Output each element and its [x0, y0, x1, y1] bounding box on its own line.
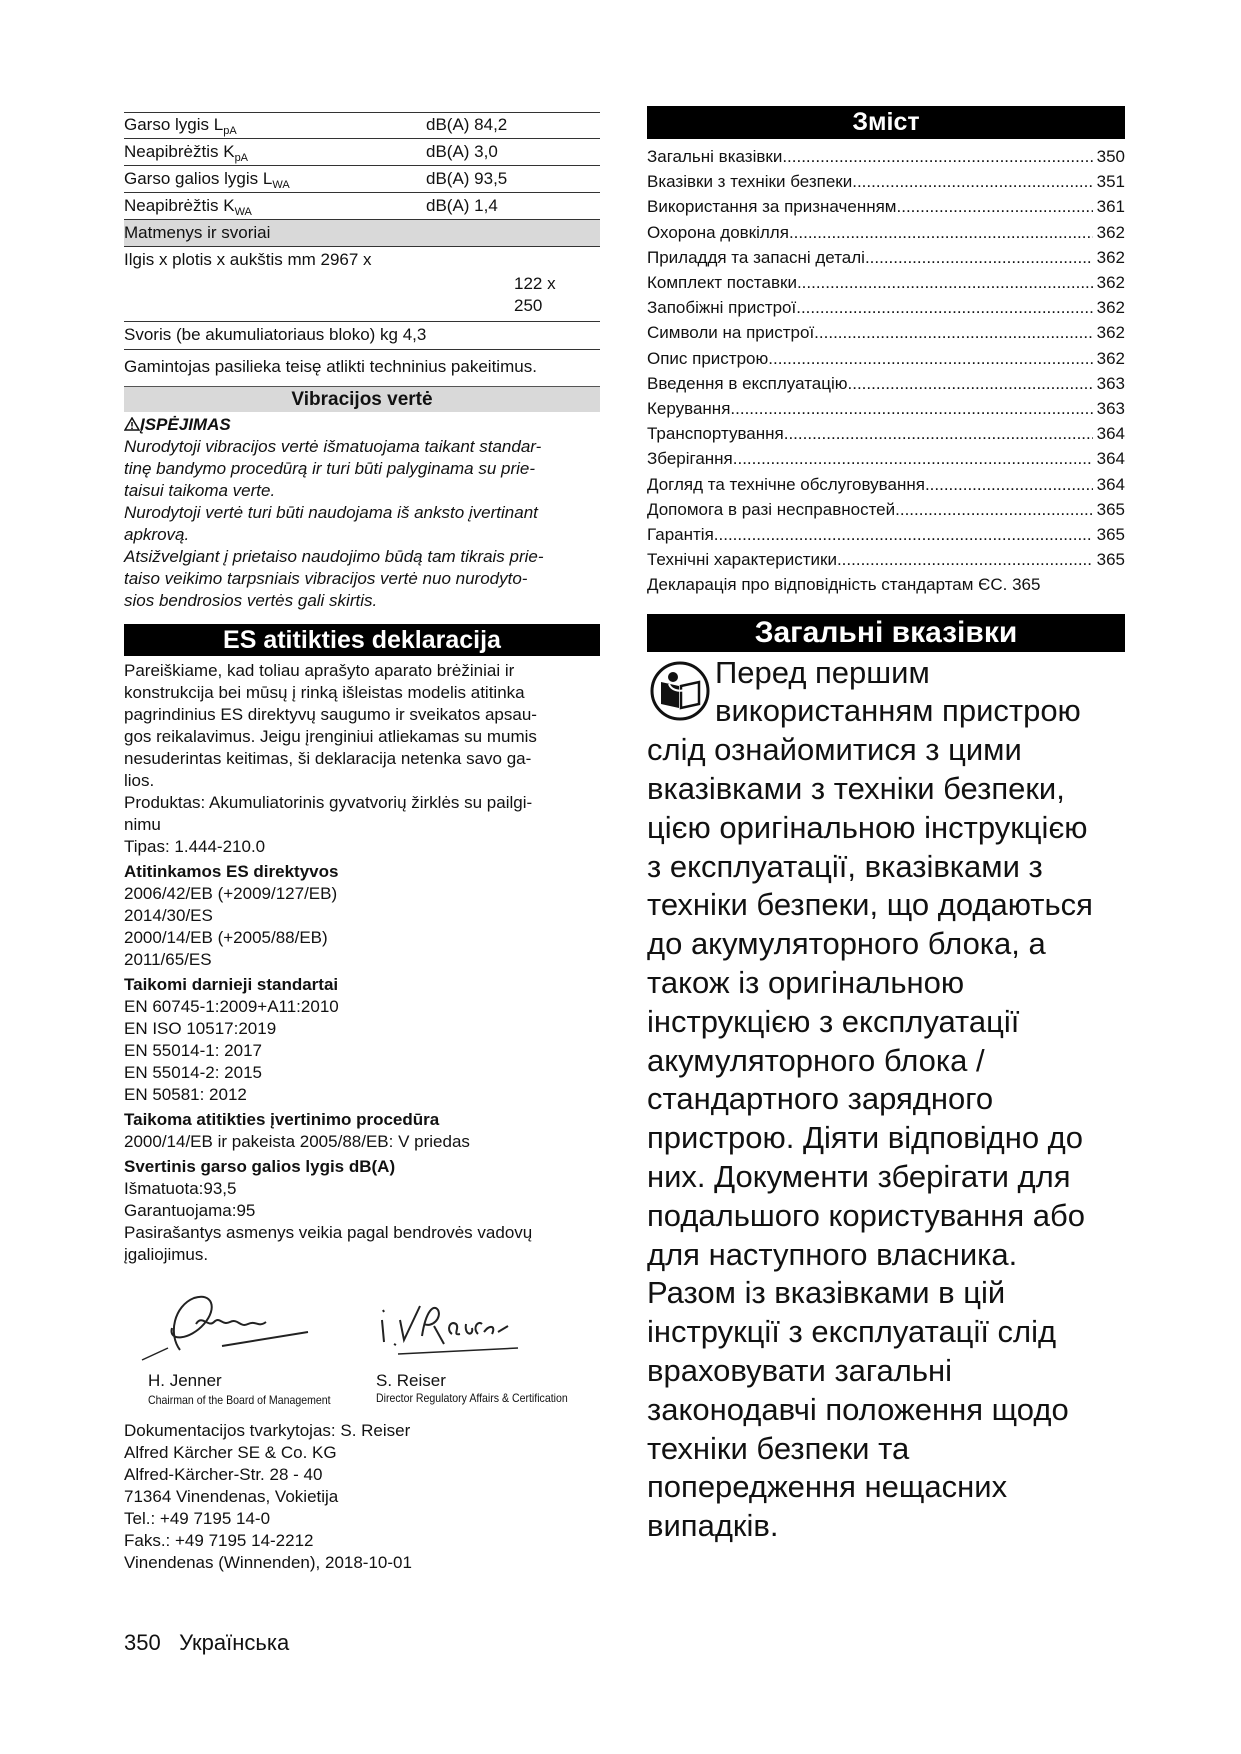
general-text — [647, 654, 1125, 1546]
dimensions-label: Ilgis x plotis x aukštis mm 2967 x — [124, 250, 372, 269]
directives-title: Atitinkamos ES direktyvos — [124, 862, 339, 881]
vibration-line: Atsižvelgiant į prietaiso naudojimo būdą tam tikrais prie- — [124, 547, 544, 566]
page-footer — [124, 1630, 289, 1656]
page-number: 350 — [124, 1630, 161, 1655]
general-line: вказівками з техніки безпеки, — [647, 771, 1065, 807]
general-intro-line: використанням пристрою — [715, 693, 1081, 729]
vibration-text — [124, 436, 600, 612]
general-line: інструкцією з експлуатації — [647, 1003, 1020, 1039]
general-line: законодавчі положення щодо — [647, 1391, 1069, 1427]
standard-item: EN 60745-1:2009+A11:2010 — [124, 997, 339, 1016]
toc-item[interactable]: Гарантія ..... 365 — [647, 522, 1125, 547]
product-line: Produktas: Akumuliatorinis gyvatvorių žirklės su pailgi- — [124, 793, 533, 812]
spec-value: dB(A) 93,5 — [426, 169, 508, 188]
product-type: Tipas: 1.444-210.0 — [124, 837, 266, 856]
spec-sub: pA — [234, 152, 249, 164]
general-line: акумуляторного блока / — [647, 1042, 985, 1078]
standard-item: EN 55014-1: 2017 — [124, 1041, 262, 1060]
product-line: nimu — [124, 815, 161, 834]
warning-label: ĮSPĖJIMAS — [140, 415, 231, 434]
toc-item[interactable]: Опис пристрою ..... 362 — [647, 346, 1125, 371]
contact-line: Alfred-Kärcher-Str. 28 - 40 — [124, 1465, 323, 1484]
spec-sub: WA — [272, 179, 290, 191]
standard-item: EN 55014-2: 2015 — [124, 1063, 262, 1082]
general-line: цією оригінальною інструкцією — [647, 809, 1088, 845]
spec-label: Garso galios lygis L — [124, 169, 273, 188]
signer2-name: S. Reiser — [376, 1371, 446, 1390]
general-intro-line: Перед першим — [715, 654, 930, 690]
warning-label-row — [124, 414, 600, 436]
spec-sub: WA — [234, 206, 252, 218]
toc-heading: Зміст — [647, 106, 1125, 139]
declaration-line: konstrukcija bei mūsų į rinką išleistas modelis atitinka — [124, 683, 525, 702]
manufacturer-note: Gamintojas pasilieka teisę atlikti techninius pakeitimus. — [124, 357, 537, 376]
signatures — [124, 1284, 600, 1407]
contact-line: Vinendenas (Winnenden), 2018-10-01 — [124, 1553, 412, 1572]
dimensions-value: 250 — [514, 296, 543, 315]
spec-row — [124, 112, 600, 139]
general-line: пристрою. Діяти відповідно до — [647, 1120, 1084, 1156]
contact-line: Dokumentacijos tvarkytojas: S. Reiser — [124, 1421, 411, 1440]
general-line: з експлуатації, вказівками з — [647, 848, 1043, 884]
toc-item[interactable]: Використання за призначенням ..... 361 — [647, 194, 1125, 219]
contact-line: Faks.: +49 7195 14-2212 — [124, 1531, 314, 1550]
vibration-line: taiso veikimo tarpsniais vibracijos vertė nuo nurodyto- — [124, 569, 528, 588]
toc-item[interactable]: Декларація про відповідність стандартам ЄС. 365 — [647, 575, 1041, 595]
contact-block — [124, 1420, 600, 1574]
dimensions-row — [124, 247, 600, 322]
standard-item: EN ISO 10517:2019 — [124, 1019, 277, 1038]
vibration-line: apkrovą. — [124, 525, 190, 544]
declaration-line: nesuderintas keitimas, ši deklaracija netenka savo ga- — [124, 749, 532, 768]
general-line: для наступного власника. — [647, 1236, 1018, 1272]
vibration-line: taisui taikoma verte. — [124, 481, 276, 500]
spec-row — [124, 193, 600, 220]
general-line: також із оригінальною — [647, 965, 965, 1001]
toc-item[interactable]: Загальні вказівки ..... 350 — [647, 144, 1125, 169]
contact-line: 71364 Vinendenas, Vokietija — [124, 1487, 339, 1506]
general-line: випадків. — [647, 1508, 779, 1544]
toc-item[interactable]: Введення в експлуатацію ..... 363 — [647, 371, 1125, 396]
declaration-line: lios. — [124, 771, 155, 790]
right-column — [647, 106, 1125, 1546]
sound-guaranteed: Garantuojama:95 — [124, 1201, 256, 1220]
toc-item[interactable]: Транспортування ..... 364 — [647, 421, 1125, 446]
toc-item[interactable]: Охорона довкілля ..... 362 — [647, 220, 1125, 245]
sound-measured: Išmatuota:93,5 — [124, 1179, 237, 1198]
general-line: враховувати загальні — [647, 1353, 953, 1388]
left-column — [124, 112, 600, 1574]
dimensions-section-title: Matmenys ir svoriai — [124, 220, 600, 247]
general-line: них. Документи зберігати для — [647, 1159, 1071, 1195]
toc-item[interactable]: Комплект поставки ..... 362 — [647, 270, 1125, 295]
spec-label: Garso lygis L — [124, 115, 224, 134]
general-line: техніки безпеки та — [647, 1430, 910, 1466]
general-heading: Загальні вказівки — [647, 614, 1125, 652]
toc-item[interactable]: Догляд та технічне обслуговування ..... 364 — [647, 472, 1125, 497]
procedure-text: 2000/14/EB ir pakeista 2005/88/EB: V priedas — [124, 1132, 470, 1151]
spec-row — [124, 139, 600, 166]
toc-item[interactable]: Допомога в разі несправностей ..... 365 — [647, 497, 1125, 522]
vibration-line: tinę bandymo procedūrą ir turi būti palyginama su prie- — [124, 459, 536, 478]
vibration-line: sios bendrosios vertės gali skirtis. — [124, 591, 378, 610]
spec-value: dB(A) 1,4 — [426, 196, 498, 215]
spec-sub: pA — [223, 125, 237, 137]
read-manual-icon — [649, 660, 711, 722]
general-line: слід ознайомитися з цими — [647, 732, 1022, 768]
general-line: подальшого користування або — [647, 1197, 1085, 1233]
directive-item: 2011/65/ES — [124, 950, 212, 969]
declaration-line: pagrindinius ES direktyvų saugumo ir sveikatos apsau- — [124, 705, 537, 724]
spec-label: Neapibrėžtis K — [124, 142, 235, 161]
warning-triangle-icon — [124, 417, 140, 431]
signer1-title: Chairman of the Board of Management — [148, 1393, 331, 1407]
sound-title: Svertinis garso galios lygis dB(A) — [124, 1157, 396, 1176]
general-line: техніки безпеки, що додаються — [647, 887, 1093, 923]
signature-reiser — [374, 1290, 524, 1360]
directive-item: 2006/42/EB (+2009/127/EB) — [124, 884, 338, 903]
spec-value: dB(A) 3,0 — [426, 142, 498, 161]
declaration-heading: ES atitikties deklaracija — [124, 624, 600, 656]
directive-item: 2000/14/EB (+2005/88/EB) — [124, 928, 328, 947]
general-line: попередження нещасних — [647, 1469, 1008, 1505]
spec-value: dB(A) 84,2 — [426, 115, 508, 134]
procedure-title: Taikoma atitikties įvertinimo procedūra — [124, 1110, 440, 1129]
signer2-title: Director Regulatory Affairs & Certification — [376, 1391, 568, 1405]
declaration-line: Pareiškiame, kad toliau aprašyto aparato brėžiniai ir — [124, 661, 515, 680]
toc-item[interactable]: Вказівки з техніки безпеки ..... 351 — [647, 169, 1125, 194]
standards-title: Taikomi darnieji standartai — [124, 975, 339, 994]
vibration-line: Nurodytoji vibracijos vertė išmatuojama taikant standar- — [124, 437, 542, 456]
general-line: до акумуляторного блока, а — [647, 926, 1046, 962]
vibration-heading: Vibracijos vertė — [124, 386, 600, 412]
spec-row — [124, 166, 600, 193]
spec-label: Neapibrėžtis K — [124, 196, 235, 215]
footer-language: Українська — [179, 1630, 290, 1655]
specs-table — [124, 112, 600, 378]
contact-line: Tel.: +49 7195 14-0 — [124, 1509, 271, 1528]
signature-jenner — [138, 1284, 318, 1364]
signers-line: įgaliojimus. — [124, 1245, 209, 1264]
toc-item[interactable]: Технічні характеристики ..... 365 — [647, 547, 1125, 572]
declaration-line: gos reikalavimus. Jeigu įrenginiui atliekamas su mumis — [124, 727, 537, 746]
weight-row: Svoris (be akumuliatoriaus bloko) kg 4,3 — [124, 322, 600, 350]
toc-item[interactable]: Запобіжні пристрої ..... 362 — [647, 295, 1125, 320]
signers-line: Pasirašantys asmenys veikia pagal bendrovės vadovų — [124, 1223, 533, 1242]
general-line: Разом із вказівками в цій — [647, 1275, 1006, 1311]
general-line: стандартного зарядного — [647, 1081, 994, 1117]
declaration-intro — [124, 660, 600, 858]
vibration-line: Nurodytoji vertė turi būti naudojama iš anksto įvertinant — [124, 503, 538, 522]
toc-item[interactable]: Керування ..... 363 — [647, 396, 1125, 421]
directive-item: 2014/30/ES — [124, 906, 213, 925]
contact-line: Alfred Kärcher SE & Co. KG — [124, 1443, 337, 1462]
general-line: інструкції з експлуатації слід — [647, 1314, 1057, 1350]
signer1-name: H. Jenner — [148, 1371, 222, 1390]
dimensions-value: 122 x — [514, 274, 556, 293]
toc-item[interactable]: Приладдя та запасні деталі ..... 362 — [647, 245, 1125, 270]
toc-item[interactable]: Символи на пристрої ..... 362 — [647, 320, 1125, 345]
toc-item[interactable]: Зберігання ..... 364 — [647, 446, 1125, 471]
standard-item: EN 50581: 2012 — [124, 1085, 247, 1104]
toc-list — [647, 144, 1125, 598]
